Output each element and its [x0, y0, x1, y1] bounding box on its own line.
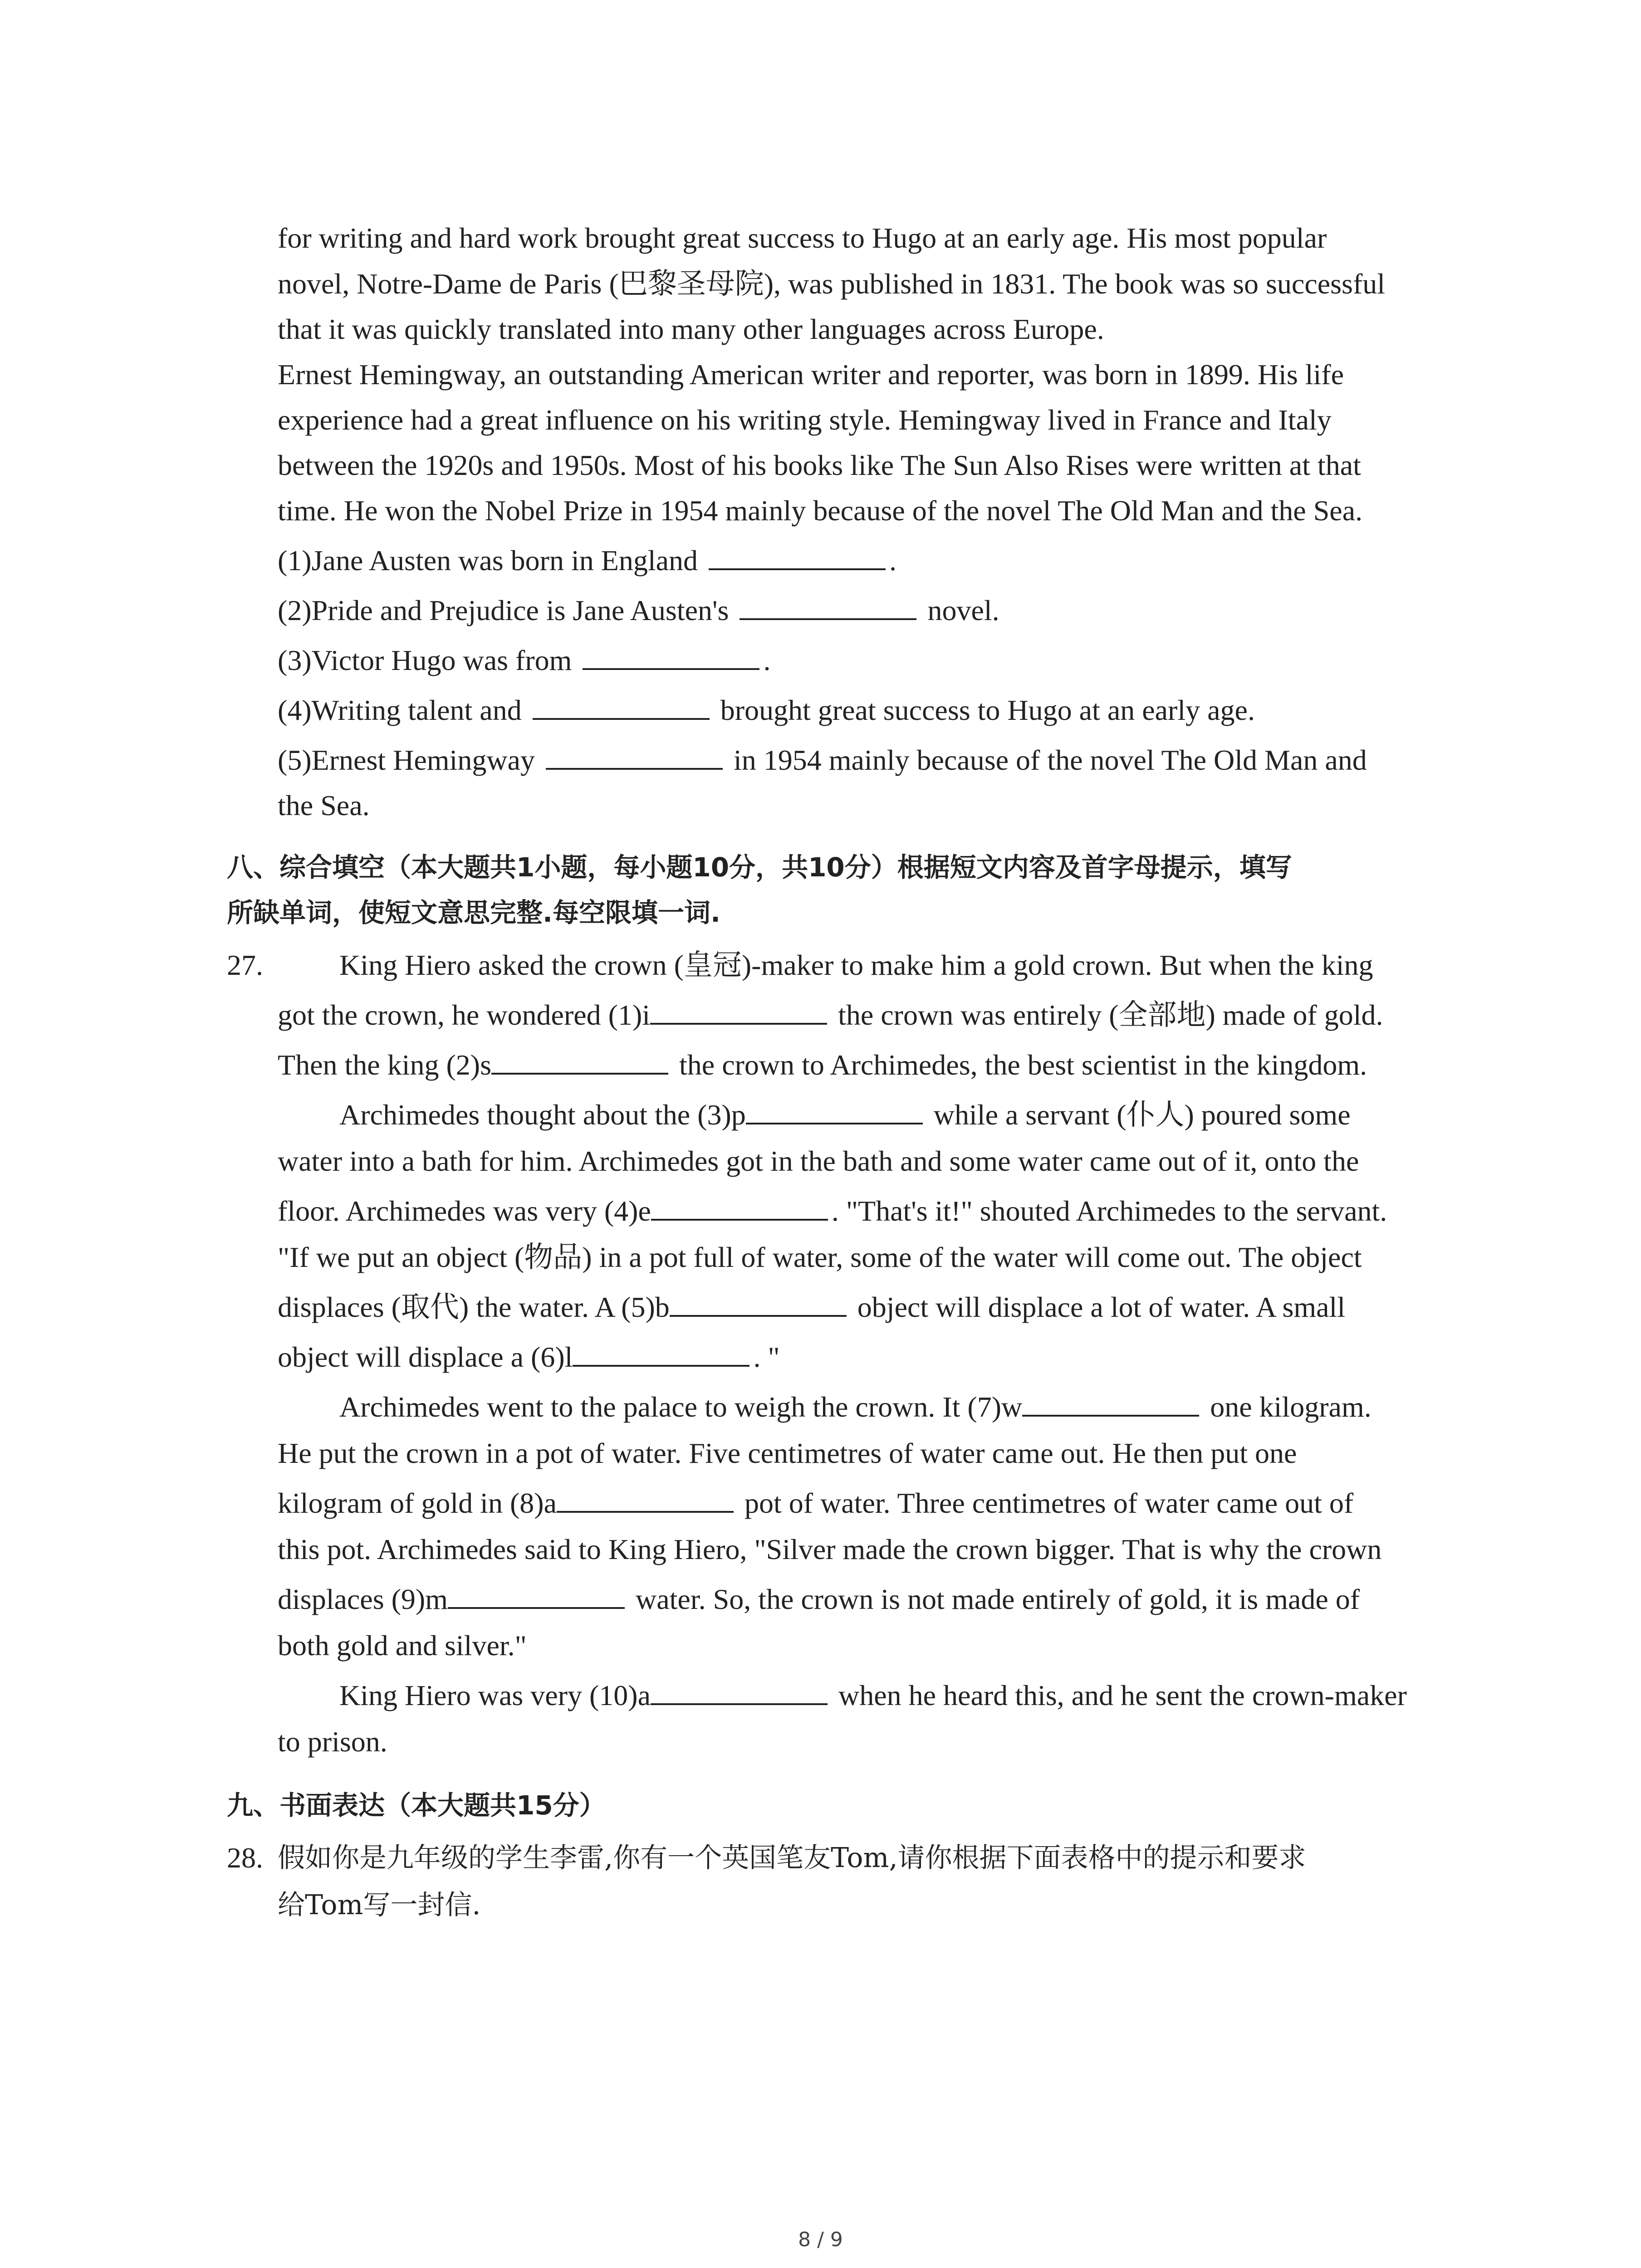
- passage-text: King Hiero was very (10)a: [339, 1679, 651, 1711]
- passage-line: King Hiero asked the crown (皇冠)-maker to make him a gold crown. But when the king: [339, 949, 1373, 981]
- question-4: [278, 692, 1255, 728]
- passage-text: pot of water. Three centimetres of water came out of: [744, 1487, 1354, 1519]
- section-heading: 九、书面表达（本大题共15分）: [227, 1790, 606, 1821]
- passage-line: [278, 1485, 1353, 1521]
- passage-line: time. He won the Nobel Prize in 1954 mainly because of the novel The Old Man and the Sea.: [278, 494, 1363, 527]
- passage-line: [339, 1097, 1351, 1133]
- passage-line: 给Tom写一封信.: [278, 1889, 481, 1921]
- passage-text: Archimedes thought about the (3)p: [339, 1099, 746, 1131]
- question-text: brought great success to Hugo at an early age.: [720, 694, 1255, 726]
- passage-text: . ": [753, 1341, 780, 1373]
- passage-line: novel, Notre-Dame de Paris (巴黎圣母院), was published in 1831. The book was so successful: [278, 268, 1386, 300]
- passage-text: floor. Archimedes was very (4)e: [278, 1195, 651, 1227]
- answer-blank[interactable]: [651, 1193, 828, 1221]
- answer-blank[interactable]: [491, 1047, 668, 1075]
- passage-text: Archimedes went to the palace to weigh the crown. It (7)w: [339, 1391, 1023, 1423]
- answer-blank[interactable]: [746, 1097, 923, 1124]
- passage-text: while a servant (仆人) poured some: [933, 1099, 1351, 1131]
- passage-line: [278, 1047, 1367, 1083]
- passage-text: got the crown, he wondered (1)i: [278, 999, 651, 1031]
- passage-line: [278, 997, 1383, 1033]
- passage-line: [278, 1339, 780, 1375]
- answer-blank[interactable]: [651, 1678, 828, 1705]
- passage-text: the crown was entirely (全部地) made of gold.: [838, 999, 1383, 1031]
- answer-blank[interactable]: [670, 1290, 847, 1317]
- passage-line: this pot. Archimedes said to King Hiero, "Silver made the crown bigger. That is why the crown: [278, 1533, 1382, 1565]
- answer-blank[interactable]: [650, 997, 827, 1025]
- passage-text: water. So, the crown is not made entirely of gold, it is made of: [636, 1583, 1360, 1615]
- answer-blank[interactable]: [533, 693, 710, 720]
- passage-line: [278, 1581, 1360, 1618]
- answer-blank[interactable]: [709, 543, 886, 570]
- answer-blank[interactable]: [448, 1582, 625, 1609]
- passage-line: Ernest Hemingway, an outstanding American writer and reporter, was born in 1899. His life: [278, 358, 1344, 391]
- question-number: 27.: [227, 949, 263, 981]
- question-5: [278, 742, 1367, 778]
- question-text: (1)Jane Austen was born in England: [278, 544, 698, 577]
- section-heading: 八、综合填空（本大题共1小题，每小题10分，共10分）根据短文内容及首字母提示，填写: [227, 852, 1292, 883]
- passage-line: both gold and silver.": [278, 1629, 527, 1662]
- passage-text: displaces (9)m: [278, 1583, 448, 1615]
- question-text: novel.: [927, 594, 999, 626]
- question-number: 28.: [227, 1842, 263, 1874]
- passage-line: [339, 1677, 1407, 1714]
- passage-text: when he heard this, and he sent the crown-maker: [838, 1679, 1407, 1711]
- question-text: in 1954 mainly because of the novel The Old Man and: [733, 744, 1367, 776]
- question-5-continued: the Sea.: [278, 789, 370, 821]
- passage-text: the crown to Archimedes, the best scientist in the kingdom.: [679, 1049, 1367, 1081]
- question-1: [278, 543, 896, 579]
- passage-line: 假如你是九年级的学生李雷,你有一个英国笔友Tom,请你根据下面表格中的提示和要求: [278, 1842, 1306, 1874]
- question-text: .: [889, 544, 897, 577]
- answer-blank[interactable]: [557, 1486, 734, 1513]
- passage-text: kilogram of gold in (8)a: [278, 1487, 557, 1519]
- passage-text: . "That's it!" shouted Archimedes to the servant.: [831, 1195, 1387, 1227]
- answer-blank[interactable]: [573, 1339, 749, 1367]
- passage-line: [339, 1389, 1372, 1425]
- answer-blank[interactable]: [583, 643, 759, 670]
- passage-line: that it was quickly translated into many other languages across Europe.: [278, 313, 1104, 345]
- passage-text: object will displace a (6)l: [278, 1341, 573, 1373]
- passage-line: [278, 1289, 1345, 1325]
- page-number: 8 / 9: [798, 2228, 843, 2251]
- passage-text: object will displace a lot of water. A small: [857, 1291, 1346, 1323]
- question-text: (2)Pride and Prejudice is Jane Austen's: [278, 594, 729, 626]
- passage-text: one kilogram.: [1210, 1391, 1372, 1423]
- passage-line: for writing and hard work brought great success to Hugo at an early age. His most popular: [278, 222, 1327, 254]
- passage-line: [278, 1193, 1387, 1229]
- question-text: .: [763, 644, 771, 676]
- answer-blank[interactable]: [740, 593, 916, 620]
- section-heading: 所缺单词，使短文意思完整.每空限填一词.: [227, 897, 721, 928]
- passage-text: displaces (取代) the water. A (5)b: [278, 1291, 670, 1323]
- question-text: (5)Ernest Hemingway: [278, 744, 535, 776]
- question-text: (4)Writing talent and: [278, 694, 522, 726]
- passage-line: "If we put an object (物品) in a pot full of water, some of the water will come out. The object: [278, 1241, 1362, 1273]
- answer-blank[interactable]: [546, 743, 723, 770]
- passage-line: to prison.: [278, 1725, 387, 1758]
- passage-line: He put the crown in a pot of water. Five centimetres of water came out. He then put one: [278, 1437, 1297, 1469]
- question-text: (3)Victor Hugo was from: [278, 644, 572, 676]
- question-3: [278, 642, 770, 679]
- question-2: [278, 592, 999, 629]
- answer-blank[interactable]: [1022, 1389, 1199, 1417]
- passage-line: water into a bath for him. Archimedes got in the bath and some water came out of it, onto the: [278, 1145, 1359, 1177]
- passage-text: Then the king (2)s: [278, 1049, 491, 1081]
- passage-line: experience had a great influence on his writing style. Hemingway lived in France and Italy: [278, 404, 1332, 436]
- passage-line: between the 1920s and 1950s. Most of his books like The Sun Also Rises were written at that: [278, 449, 1361, 481]
